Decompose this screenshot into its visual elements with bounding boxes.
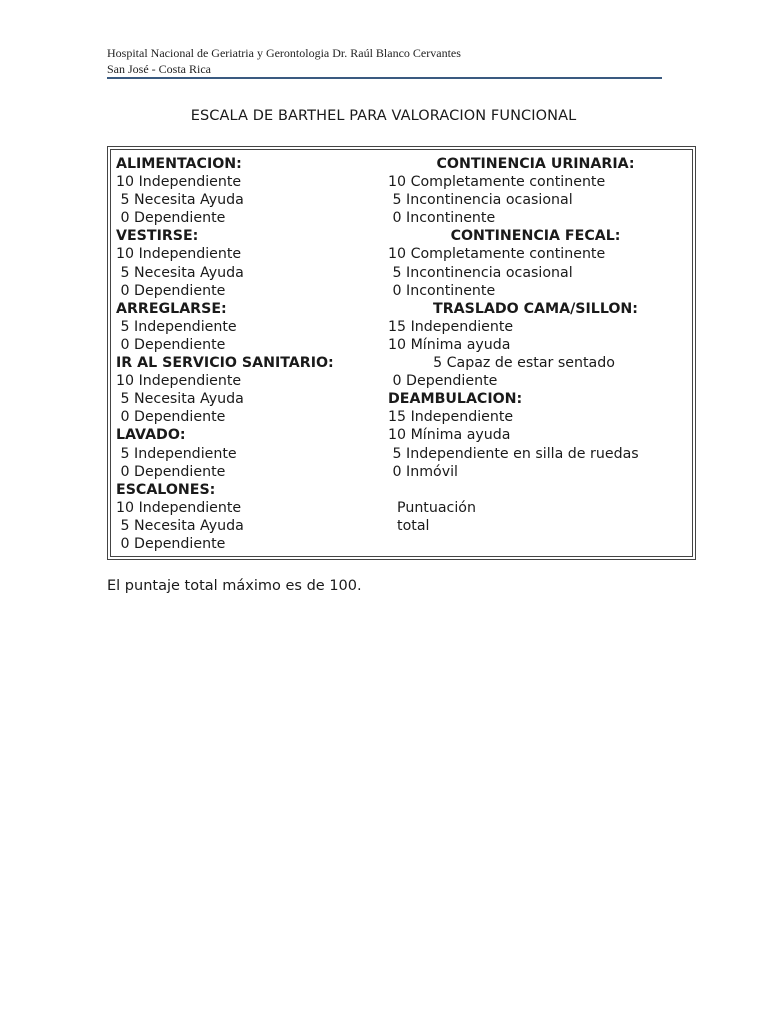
right-item: 0 Incontinente: [388, 210, 496, 227]
footer-note: El puntaje total máximo es de 100.: [107, 578, 362, 594]
right-item: [388, 481, 683, 499]
right-item: Puntuación: [388, 499, 476, 516]
left-item: 5 Independiente: [116, 318, 237, 335]
hospital-name: Hospital Nacional de Geriatria y Gerontologia Dr. Raúl Blanco Cervantes: [107, 46, 461, 60]
left-section-heading: LAVADO:: [116, 427, 186, 444]
right-item: 10 Mínima ayuda: [388, 336, 511, 353]
right-item: 10 Completamente continente: [388, 246, 606, 263]
left-item: 0 Dependiente: [116, 336, 226, 353]
left-item: 10 Independiente: [116, 246, 242, 263]
right-item: 15 Independiente: [388, 318, 514, 335]
left-section-heading: IR AL SERVICIO SANITARIO:: [116, 355, 334, 372]
document-header: [107, 45, 662, 77]
right-item: 0 Incontinente: [388, 282, 496, 299]
left-section-heading: ARREGLARSE:: [116, 300, 227, 317]
left-item: 5 Necesita Ayuda: [116, 192, 244, 209]
right-item: 5 Incontinencia ocasional: [388, 192, 573, 209]
left-item: 5 Independiente: [116, 445, 237, 462]
page-title: ESCALA DE BARTHEL PARA VALORACION FUNCIONAL: [190, 108, 577, 124]
left-item: 5 Necesita Ayuda: [116, 517, 244, 534]
left-section-heading: VESTIRSE:: [116, 228, 199, 245]
right-item: 0 Inmóvil: [388, 463, 459, 480]
right-section-heading: CONTINENCIA URINARIA:: [436, 156, 635, 172]
right-item: 0 Dependiente: [388, 373, 498, 390]
left-item: 0 Dependiente: [116, 409, 226, 426]
right-item: 5 Incontinencia ocasional: [388, 264, 573, 281]
left-section-heading: ESCALONES:: [116, 481, 216, 498]
barthel-table-inner: [110, 149, 693, 557]
left-item: 5 Necesita Ayuda: [116, 264, 244, 281]
left-item: 0 Dependiente: [116, 210, 226, 227]
right-item: 5 Independiente en silla de ruedas: [388, 445, 639, 462]
left-item: 0 Dependiente: [116, 463, 226, 480]
right-column: [388, 155, 683, 535]
right-item: 15 Independiente: [388, 409, 514, 426]
right-section-heading: TRASLADO CAMA/SILLON:: [433, 300, 638, 317]
left-item: 10 Independiente: [116, 499, 242, 516]
left-item: 0 Dependiente: [116, 282, 226, 299]
header-rule: [107, 77, 662, 79]
right-item: total: [388, 517, 430, 534]
hospital-location: San José - Costa Rica: [107, 62, 211, 76]
right-section-heading: DEAMBULACION:: [388, 391, 523, 408]
right-item: 10 Completamente continente: [388, 174, 606, 191]
left-item: 5 Necesita Ayuda: [116, 391, 244, 408]
left-item: 10 Independiente: [116, 373, 242, 390]
barthel-table: [107, 146, 696, 560]
right-item: 5 Capaz de estar sentado: [388, 355, 615, 372]
right-section-heading: CONTINENCIA FECAL:: [450, 228, 621, 245]
left-section-heading: ALIMENTACION:: [116, 156, 242, 172]
left-item: 0 Dependiente: [116, 535, 226, 552]
left-item: 10 Independiente: [116, 174, 242, 191]
right-item: 10 Mínima ayuda: [388, 427, 511, 444]
left-column: [116, 155, 334, 553]
